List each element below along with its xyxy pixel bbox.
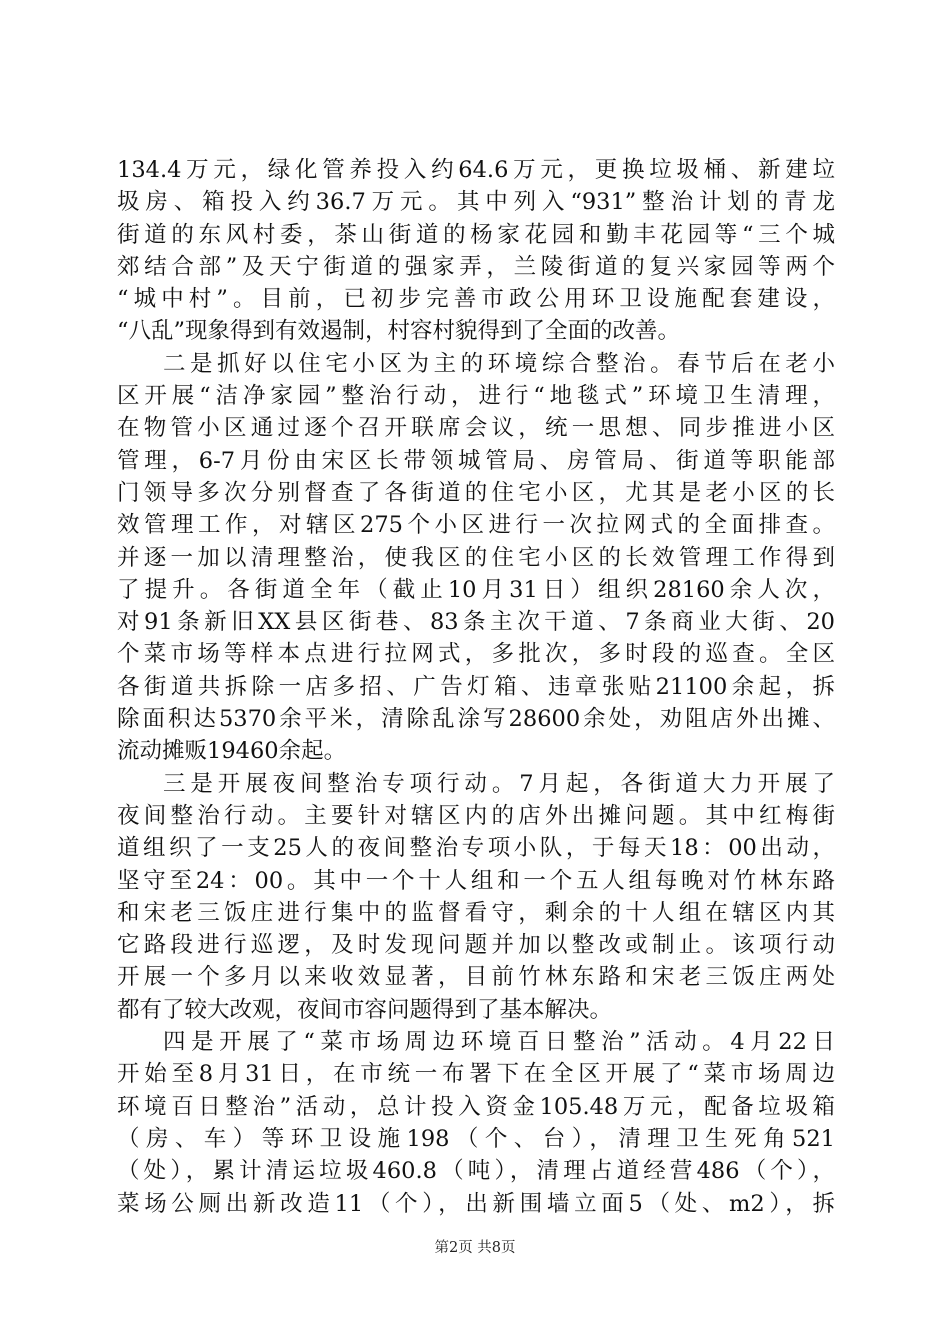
text-line: 环境百日整治”活动，总计投入资金105.48万元，配备垃圾箱 — [117, 1093, 835, 1120]
text-line: 街道的东风村委，茶山街道的杨家花园和勤丰花园等“三个城 — [117, 221, 835, 248]
text-line: 都有了较大改观，夜间市容问题得到了基本解决。 — [117, 996, 613, 1023]
text-line: 除面积达5370余平米，清除乱涂写28600余处，劝阻店外出摊、 — [117, 706, 835, 733]
text-line: 管理，6-7月份由宋区长带领城管局、房管局、街道等职能部 — [117, 447, 835, 474]
text-line: 开始至8月31日，在市统一布署下在全区开展了“菜市场周边 — [117, 1061, 835, 1088]
text-line: 门领导多次分别督查了各街道的住宅小区，尤其是老小区的长 — [117, 479, 835, 506]
paragraph-start-line: 二是抓好以住宅小区为主的环境综合整治。春节后在老小 — [163, 350, 835, 377]
paragraph-start-line: 三是开展夜间整治专项行动。7月起，各街道大力开展了 — [163, 770, 835, 797]
text-line: 对91条新旧XX县区街巷、83条主次干道、7条商业大街、20 — [117, 609, 835, 636]
text-line: 夜间整治行动。主要针对辖区内的店外出摊问题。其中红梅街 — [117, 802, 835, 829]
page-number-footer: 第2页 共8页 — [434, 1240, 516, 1256]
text-line: 在物管小区通过逐个召开联席会议，统一思想、同步推进小区 — [117, 415, 835, 442]
text-line: 道组织了一支25人的夜间整治专项小队，于每天18：00出动， — [117, 835, 835, 862]
text-line: 流动摊贩19460余起。 — [117, 738, 347, 765]
text-line: 了提升。各街道全年（截止10月31日）组织28160余人次， — [117, 576, 835, 603]
text-line: 各街道共拆除一店多招、广告灯箱、违章张贴21100余起，拆 — [117, 673, 835, 700]
text-line: 坚守至24：00。其中一个十人组和一个五人组每晚对竹林东路 — [117, 867, 835, 894]
text-line: 它路段进行巡逻，及时发现问题并加以整改或制止。该项行动 — [117, 932, 835, 959]
text-line: “城中村”。目前，已初步完善市政公用环卫设施配套建设， — [117, 286, 835, 313]
text-line: 效管理工作，对辖区275个小区进行一次拉网式的全面排查。 — [117, 512, 835, 539]
text-line: 菜场公厕出新改造11（个），出新围墙立面5（处、m2），拆 — [117, 1190, 835, 1217]
text-line: 圾房、箱投入约36.7万元。其中列入“931”整治计划的青龙 — [117, 189, 835, 216]
paragraph-start-line: 四是开展了“菜市场周边环境百日整治”活动。4月22日 — [163, 1029, 835, 1056]
text-line: 134.4万元，绿化管养投入约64.6万元，更换垃圾桶、新建垃 — [117, 157, 835, 183]
text-line: （处），累计清运垃圾460.8（吨），清理占道经营486（个）， — [117, 1158, 835, 1185]
text-line: 并逐一加以清理整治，使我区的住宅小区的长效管理工作得到 — [117, 544, 835, 571]
text-line: 区开展“洁净家园”整治行动，进行“地毯式”环境卫生清理， — [117, 383, 835, 410]
text-line: 和宋老三饭庄进行集中的监督看守，剩余的十人组在辖区内其 — [117, 899, 835, 926]
text-line: （房、车）等环卫设施198（个、台），清理卫生死角521 — [117, 1125, 835, 1152]
body-text — [117, 154, 835, 1220]
text-line: 开展一个多月以来收效显著，目前竹林东路和宋老三饭庄两处 — [117, 964, 835, 991]
text-line: 郊结合部”及天宁街道的强家弄，兰陵街道的复兴家园等两个 — [117, 253, 835, 280]
text-line: “八乱”现象得到有效遏制，村容村貌得到了全面的改善。 — [117, 318, 681, 345]
text-line: 个菜市场等样本点进行拉网式，多批次，多时段的巡查。全区 — [117, 641, 835, 668]
